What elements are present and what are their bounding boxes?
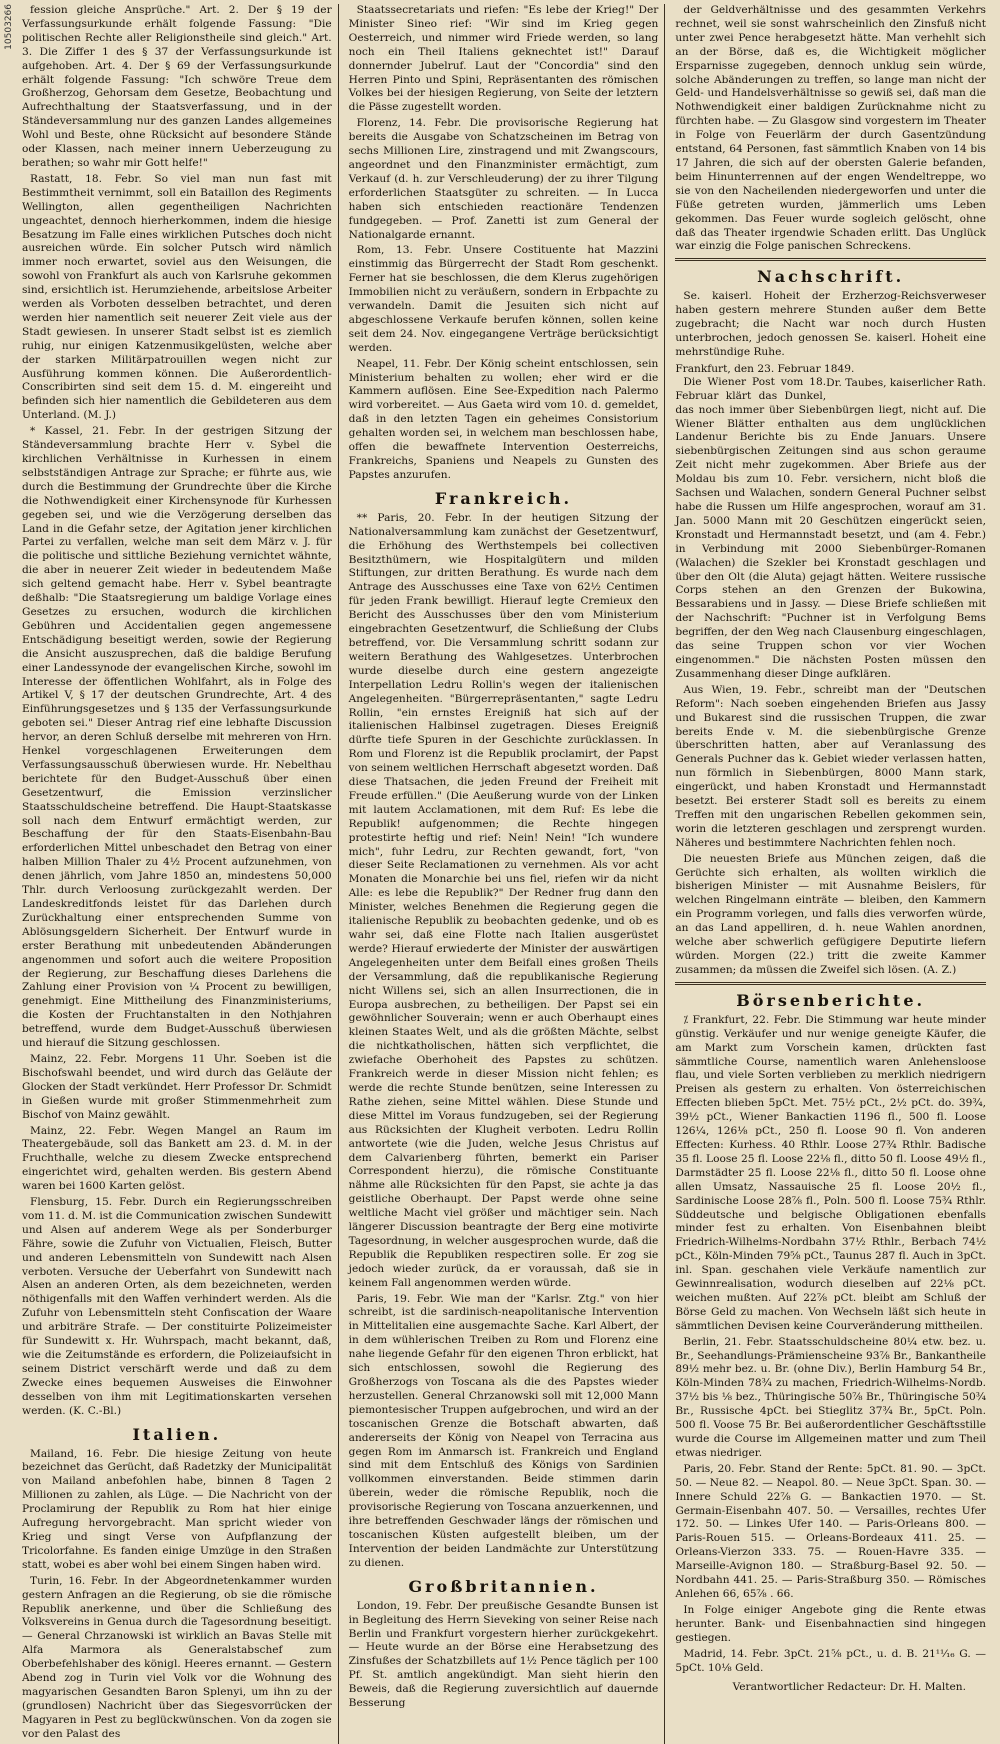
article-paragraph: Mailand, 16. Febr. Die hiesige Zeitung von heute bezeichnet das Gerücht, daß Radetzky der Municipalität von Mailand anbefohlen habe, binnen 8 Tagen 2 Millionen zu zahlen, als Lüge. — Die Nachricht von der Proclamirung der Republik zu Rom hat hier einige Aufregung hervorgebracht. Man spricht wieder von Krieg und singt Verse von Aufpflanzung der Tricolorfahne. Es fanden einige Umzüge in den Straßen statt, wobei es aber wohl bei einem Singen haben wird. (22, 1447, 332, 1571)
article-paragraph: ⁒ Frankfurt, 22. Febr. Die Stimmung war heute minder günstig. Verkäufer und nur wenige geneigte Käufer, die am Markt zum Vorschein kamen, drückten fast sämmtliche Course, namentlich waren Anlehensloose flau, und viele Sorten verblieben zu merklich niedrigern Preisen als gestern zu erhalten. Von österreichischen Effecten blieben 5pCt. Met. 75½ pCt., 2½ pCt. do. 39¾, 39½ pCt., Wiener Bankactien 1196 fl., 500 fl. Loose 126¼, 126⅛ pCt., 250 fl. Loose 90 fl. Von anderen Effecten: Kurhess. 40 Rthlr. Loose 27¾ Rthlr. Badische 35 fl. Loose 25 fl. Loose 22⅛ fl., ditto 50 fl. Loose 49½ fl., Darmstädter 25 fl. Loose 22⅛ fl., ditto 50 fl. Loose ohne allen Umsatz, Nassauische 25 fl. Loose 20½ fl., Sardinische Loose 28⅞ fl., Poln. 500 fl. Loose 75¾ Rthlr. Süddeutsche und belgische Obligationen ebenfalls minder fest zu erhalten. Von Eisenbahnen bleibt Friedrich-Wilhelms-Nordbahn 37½ Rthlr., Berbach 74½ pCt., Köln-Minden 79⅝ pCt., Taunus 287 fl. Auch in 3pCt. inl. Span. geschahen viele Verkäufe namentlich zur Gewinnrealisation, wodurch dieselben auf 22⅛ pCt. weichen mußten. Auf 22⅞ pCt. bleibt am Schluß der Börse Geld zu machen. Von Wechseln läßt sich heute in sämmtlichen Devisen keine Courveränderung mittheilen. (675, 1013, 986, 1332)
dateline-place-date: Frankfurt, den 23. Februar 1849. (675, 362, 855, 375)
dateline-signature: Dr. Taubes, kaiserlicher Rath. (826, 376, 986, 389)
article-paragraph: der Geldverhältnisse und des gesammten Verkehrs rechnet, weil sie sonst wahrscheinlich den Zinsfuß nicht unter zwei Pence herabgesetzt hätte. Man verhehlt sich an der Börse, daß es, die Wichtigkeit möglicher Ersparnisse zugegeben, dennoch unklug sein würde, solche Abänderungen zu treffen, so lange man nicht der Geld- und Handelsverhältnisse so gewiß sei, daß man die Nothwendigkeit einer baldigen Zurücknahme nicht zu fürchten habe. — Zu Glasgow sind vorgestern im Theater in Folge von Feuerlärm der durch Gasentzündung entstand, 64 Personen, fast sämmtlich Knaben von 14 bis 17 Jahren, die sich auf der obersten Galerie befanden, beim Hinunterrennen auf der engen Wendeltreppe, wo sie von den Nacheilenden niedergeworfen und unter die Füße getreten wurden, jämmerlich ums Leben gekommen. Das Feuer wurde sogleich gelöscht, ohne daß das Theater irgendwie Schaden erlitt. Das Unglück war einzig die Folge panischen Schreckens. (675, 4, 986, 253)
article-paragraph: Die neuesten Briefe aus München zeigen, daß die Gerüchte sich erhalten, als wollten wirklich die bisherigen Minister — mit Ausnahme Beislers, für welchen Ringelmann einträte — bleiben, den Kammern ein Programm vorlegen, und falls dies verworfen würde, an das Land appelliren, d. h. neue Wahlen anordnen, welche aber schwerlich gefügigere Deputirte liefern würden. Morgen (22.) tritt die zweite Kammer zusammen; da müssen die Zweifel sich lösen. (A. Z.) (675, 852, 986, 976)
article-paragraph: Paris, 20. Febr. Stand der Rente: 5pCt. 81. 90. — 3pCt. 50. — Neue 82. — Neapol. 80. — Neue 3pCt. Span. 30. — Innere Schuld 22⅞ G. — Bankactien 1970. — St. Germain-Eisenbahn 407. 50. — Versailles, rechtes Ufer 172. 50. — Linkes Ufer 140. — Paris-Orleans 800. — Paris-Rouen 515. — Orleans-Bordeaux 411. 25. — Orleans-Vierzon 333. 75. — Rouen-Havre 335. — Marseille-Avignon 180. — Straßburg-Basel 92. 50. — Nordbahn 441. 25. — Paris-Straßburg 350. — Römisches Anlehen 66, 65⅞ . 66. (675, 1462, 986, 1600)
article-paragraph: Se. kaiserl. Hoheit der Erzherzog-Reichsverweser haben gestern mehrere Stunden außer dem Bette zugebracht; die Nacht war noch durch Husten unterbrochen, jedoch genossen Se. kaiserl. Hoheit eine mehrstündige Ruhe. (675, 290, 986, 358)
article-paragraph: Paris, 19. Febr. Wie man der "Karlsr. Ztg." von hier schreibt, ist die sardinisch-neapolitanische Intervention in Mittelitalien eine ausgemachte Sache. Karl Albert, der in dem wühlerischen Treiben zu Rom und Florenz eine nahe liegende Gefahr für den eigenen Thron erblickt, hat sich entschlossen, sowohl die Regierung des Großherzogs von Toscana als die des Papstes wieder herzustellen. General Chrzanowski soll mit 12,000 Mann piemontesischer Truppen aufgebrochen, und wird an der toscanischen Grenze die Botschaft abwarten, daß andererseits der König von Neapel von Terracina aus gegen Rom im Anmarsch ist. Frankreich und England sind mit dem Entschluß des Königs von Sardinien vollkommen einverstanden. Beide stimmen darin überein, weder die römische Republik, noch die provisorische Regierung von Toscana anzuerkennen, und ihre betreffenden Geschwader längs der römischen und toscanischen Küsten aufgestellt bleiben, um der Intervention der beiden Landmächte zur Unterstützung zu dienen. (348, 1292, 659, 1569)
section-divider (675, 982, 986, 985)
column-middle (349, 4, 666, 1744)
article-paragraph: London, 19. Febr. Der preußische Gesandte Bunsen ist in Begleitung des Herrn Sieveking von seiner Reise nach Berlin und Frankfurt vorgestern hierher zurückgekehrt. — Heute wurde an der Börse eine Herabsetzung des Zinsfußes der Schatzbillets auf 1½ Pence täglich per 100 Pf. St. amtlich angekündigt. Man sieht hierin den Beweis, daß die Regierung zuversichtlich auf dauernde Besserung (348, 1599, 659, 1710)
column-left (22, 4, 339, 1744)
dateline (675, 362, 986, 389)
page-archive-id: 10503266 (4, 4, 14, 50)
article-paragraph: Madrid, 14. Febr. 3pCt. 21⅝ pCt., u. d. B. 21¹¹⁄₁₆ G. — 5pCt. 10⅛ Geld. (675, 1647, 986, 1674)
article-paragraph: Flensburg, 15. Febr. Durch ein Regierungsschreiben vom 11. d. M. ist die Communication zwischen Sundewitt und Alsen auf anderem Wege als per Sonderburger Fähre, sowie die Zufuhr von Victualien, Fleisch, Butter und anderen Lebensmitteln von Sundewitt nach Alsen verboten. Versuche der Ueberfahrt von Sundewitt nach Alsen an anderen Orten, als dem bezeichneten, werden nöthigenfalls mit den Waffen verhindert werden. Als die Zufuhr von Lebensmitteln steht Confiscation der Waare und arbiträre Strafe. — Der constituirte Polizeimeister für Sundewitt x. Hr. Wuhrspach, macht bekannt, daß, wie die Zeitumstände es erfordern, die Polizeiaufsicht in seinem District verschärft werde und daß zu dem Zwecke eines bequemen Ausweises die Einwohner desselben von ihm mit Legitimationskarten versehen werden. (K. C.-Bl.) (22, 1196, 332, 1417)
section-heading: Börsenberichte. (736, 990, 926, 1010)
article-paragraph: Die Wiener Post vom 18. Februar klärt das Dunkel, das noch immer über Siebenbürgen liegt, nicht auf. Die Wiener Blätter enthalten aus dem unglücklichen Landenur Berichte bis zu Ende Januars. Unsere siebenbürgischen Zeitungen sind aus schon geraume Zeit nicht mehr zugekommen. Aber Briefe aus der Moldau bis zum 10. Febr. versichern, nicht bloß die Sachsen und Walachen, sondern General Puchner selbst habe die Russen um Hilfe angesprochen, worauf am 31. Jan. 5000 Mann mit 20 Geschützen eingerückt seien, Kronstadt und Hermannstadt besetzt, und (am 4. Febr.) in Verbindung mit 2000 Siebenbürger-Romanen (Walachen) die Szekler bei Kronstadt geschlagen und über den Olt (die Aluta) gejagt hätten. Weitere russische Corps stehen an den Grenzen der Bukowina, Bessarabiens und in Jassy. — Diese Briefe schließen mit der Nachschrift: "Puchner ist in Verfolgung Bems begriffen, der den Weg nach Clausenburg eingeschlagen, das seine Truppen schon vor vier Wochen eingenommen." Die nächsten Posten müssen den Zusammenhang dieser Dinge aufklären. (675, 375, 986, 680)
section-divider (675, 258, 986, 261)
newspaper-columns (22, 4, 992, 1740)
article-paragraph: Rom, 13. Febr. Unsere Costituente hat Mazzini einstimmig das Bürgerrecht der Stadt Rom geschenkt. Ferner hat sie beschlossen, die dem Klerus zugehörigen Immobilien nicht zu veräußern, sondern in Erbpachte zu verwandeln. Damit die Jesuiten sich nicht auf abgeschlossene Verkaufe berufen können, sollen keine seit dem 24. Nov. eingegangene Verträge berücksichtigt werden. (348, 244, 659, 354)
article-paragraph: Neapel, 11. Febr. Der König scheint entschlossen, sein Ministerium behalten zu wollen; eher wird er die Kammern auflösen. Eine See-Expedition nach Palermo wird vorbereitet. — Aus Gaeta wird vom 10. d. gemeldet, daß in den letzten Tagen ein geheimes Consistorium gehalten worden sei, in welchem man beschlossen habe, offen die bewaffnete Intervention Oesterreichs, Frankreichs, Spaniens und Neapels zu Gunsten des Papstes anzurufen. (348, 357, 659, 481)
section-heading: Großbritannien. (408, 1576, 599, 1596)
article-paragraph: Aus Wien, 19. Febr., schreibt man der "Deutschen Reform": Nach soeben eingehenden Briefen aus Jassy und Bukarest sind die russischen Truppen, die zwar bereits Ende v. M. die siebenbürgische Grenze überschritten hatten, aber auf Veranlassung des Generals Puchner das k. Gebiet wieder verlassen hatten, nun förmlich in Siebenbürgen, 8000 Mann stark, eingerückt, und haben Kronstadt und Hermannstadt besetzt. Bei ersterer Stadt soll es bereits zu einem Treffen mit den ungarischen Rebellen gekommen sein, worin die letzteren geschlagen und zersprengt wurden. Näheres und bestimmtere Nachrichten fehlen noch. (675, 683, 986, 849)
article-paragraph: Berlin, 21. Febr. Staatsschuldscheine 80¼ etw. bez. u. Br., Seehandlungs-Prämienscheine 93⅞ Br., Bankantheile 89½ mehr bez. u. Br. (ohne Div.), Berlin Hamburg 54 Br., Köln-Minden 78¾ zu machen, Friedrich-Wilhelms-Nordb. 37½ bis ⅛ bez., Thüringische 50⅞ Br., Thüringische 50¾ Br., Russische 4pCt. bei Stieglitz 37¾ Br., 5pCt. Poln. 500 fl. Voose 75 Br. Bei außerordentlicher Geschäftsstille wurde die Course im Allgemeinen matter und zum Theil etwas niedriger. (675, 1335, 986, 1459)
article-paragraph: Turin, 16. Febr. In der Abgeordnetenkammer wurden gestern Anfragen an die Regierung, ob sie die römische Republik anerkenne, und über die Schließung des Volksvereins in Genua durch die Tagesordnung beseitigt. — General Chrzanowski ist wirklich an Bavas Stelle mit Alfa Marmora als Generalstabschef zum Oberbefehlshaber des königl. Heeres ernannt. — Gestern Abend zog in Turin viel Volk vor die Wohnung des magyarischen Gesandten Baron Splenyi, um ihn zu der (grundlosen) Nachricht über das Siegesvorrücken der Magyaren in Pest zu beglückwünschen. Von da zogen sie vor den Palast des (22, 1574, 332, 1740)
section-heading: Nachschrift. (757, 267, 905, 287)
article-paragraph: Staatssecretariats und riefen: "Es lebe der Krieg!" Der Minister Sineo rief: "Wir sind im Krieg gegen Oesterreich, und nimmer wird Friede werden, so lang noch ein Theil Italiens geknechtet ist!" Darauf donnernder Jubelruf. Laut der "Concordia" sind den Herren Pinto und Spini, Repräsentanten des römischen Volkes bei der hiesigen Regierung, von Seite der letztern die Pässe zugestellt worden. (348, 4, 659, 114)
article-paragraph: ** Paris, 20. Febr. In der heutigen Sitzung der Nationalversammlung kam zunächst der Gesetzentwurf, die Erhöhung des Werthstempels bei collectiven Besitzthümern, wie Hospitalgütern und milden Stiftungen, zur dritten Berathung. Es wurde nach dem Antrage des Ausschusses eine Taxe von 62½ Centimen für jeden Frank bewilligt. Hierauf legte Cremieux den Bericht des Ausschusses über den vom Ministerium eingebrachten Gesetzentwurf, die Schließung der Clubs betreffend, vor. Die Versammlung schritt sodann zur weitern Berathung des Wahlgesetzes. Unterbrochen wurde dieselbe durch eine gestern angezeigte Interpellation Ledru Rollin's wegen der italienischen Angelegenheiten. "Bürgerrepräsentanten," sagte Ledru Rollin, "ein ernstes Ereigniß hat sich auf der italienischen Halbinsel zugetragen. Dieses Ereigniß dürfte tiefe Spuren in der Geschichte zurücklassen. In Rom und Florenz ist die Republik proclamirt, der Papst von seinem weltlichen Herrschaft abgesetzt worden. Daß diese Thatsachen, die jeden Freund der Freiheit mit Freude erfüllen." (Die Aeußerung wurde von der Linken mit lautem Acclamationen, mit dem Ruf: Es lebe die Republik! aufgenommen; die Rechte hingegen protestirte heftig und rief: Nein! Nein! "Ich wundere mich", fuhr Ledru, zur Rechten gewandt, fort, "von dieser Seite Reclamationen zu vernehmen. Als vor acht Monaten die Monarchie bei uns fiel, riefen wir da nicht Alle: es lebe die Republik?" Der Redner frug dann den Minister, welches Benehmen die Regierung gegen die italienische Republik zu beobachten gedenke, und ob es wahr sei, daß eine Flotte nach Italien ausgerüstet werde? Hierauf erwiederte der Minister der auswärtigen Angelegenheiten unter dem Beifall eines großen Theils der Versammlung, daß die republikanische Regierung nicht Willens sei, sich an allen Insurrectionen, die in Europa ausbrechen, zu betheiligen. Der Papst sei ein gewöhnlicher Souverain; wenn er auch Oberhaupt eines kleinen Staates Welt, und als die größten Mächte, selbst die nichtkatholischen, hätten sich verpflichtet, die zwiefache Oberhoheit des Papstes zu schützen. Frankreich werde in dieser Mission nicht fehlen; es werde die rechte Stunde benützen, seine Interessen zu Rathe ziehen, seine Mittel wählen. Diese Stunde und diese Mittel im Voraus fundzugeben, sei der Regierung aus Rücksichten der Klugheit verboten. Ledru Rollin antwortete (wie die Juden, welche Jesus Christus auf dem Calvarienberg führten, bemerkt ein Pariser Correspondent hierzu), die römische Constituante nähme alle Rücksichten für den Papst, sie achte ja das geistliche Oberhaupt. Der Papst werde ohne seine weltliche Macht viel größer und mächtiger sein. Nach längerer Discussion beantragte der Berg eine motivirte Tagesordnung, in welcher ausgesprochen wurde, daß die Republik die Republiken respectiren solle. Er zog sie jedoch wieder zurück, da er voraussah, daß sie in keinem Fall angenommen werden würde. (348, 511, 659, 1289)
article-paragraph: In Folge einiger Angebote ging die Rente etwas herunter. Bank- und Eisenbahnactien sind hingegen gestiegen. (675, 1603, 986, 1644)
section-heading: Frankreich. (434, 488, 573, 508)
responsible-editor: Verantwortlicher Redacteur: Dr. H. Malten. (732, 1681, 966, 1694)
article-paragraph: Mainz, 22. Febr. Wegen Mangel an Raum im Theatergebäude, soll das Bankett am 23. d. M. in der Fruchthalle, welche zu diesem Zwecke entsprechend eingerichtet wird, gehalten werden. Bis gestern Abend waren bei 1600 Karten gelöst. (22, 1124, 332, 1193)
article-paragraph: fession gleiche Ansprüche." Art. 2. Der § 19 der Verfassungsurkunde erhält folgende Fassung: "Die politischen Rechte aller Religionstheile sind gleich." Art. 3. Die Ziffer 1 des § 37 der Verfassungsurkunde ist aufgehoben. Art. 4. Der § 69 der Verfassungsurkunde erhält folgende Fassung: "Ich schwöre Treue dem Großherzog, Gehorsam dem Gesetze, Beobachtung und Aufrechthaltung der Staatsverfassung, und in der Ständeversammlung nur des ganzen Landes allgemeines Wohl und Beste, ohne Rücksicht auf besondere Stände oder Klassen, nach meiner innern Ueberzeugung zu berathen; so wahr mir Gott helfe!" (22, 4, 332, 169)
article-paragraph: * Kassel, 21. Febr. In der gestrigen Sitzung der Ständeversammlung brachte Herr v. Sybel die kirchlichen Verhältnisse in Kurhessen in einem selbstständigen Antrage zur Sprache; er führte aus, wie durch die Bestimmung der Grundrechte über die Kirche die Nothwendigkeit einer Kirchensynode für Kurhessen gegeben sei, und wie die Verzögerung derselben das Land in die Gefahr setze, der Agitation jener kirchlichen Partei zu verfallen, welche man seit dem März v. J. für die politische und sittliche Beziehung vernichtet wähnte, die aber in neuerer Zeit wieder in bedeutendem Maße sich geltend gemacht habe. Herr v. Sybel beantragte deßhalb: "Die Staatsregierung um baldige Vorlage eines Gesetzes zu ersuchen, wodurch die kirchlichen Gebühren und Accidentalien gegen angemessene Entschädigung beseitigt werden, sowie der Regierung die Ansicht auszusprechen, daß die baldige Berufung einer Landessynode der evangelischen Kirche, sowohl im Interesse der öffentlichen Wohlfahrt, als in Folge des Artikel V, § 17 der deutschen Grundrechte, Art. 4 des Einführungsgesetzes und § 135 der Verfassungsurkunde geboten sei." Dieser Antrag rief eine lebhafte Discussion hervor, an deren Schluß derselbe mit mehreren von Hrn. Henkel vorgeschlagenen Erweiterungen dem Verfassungsausschuß überwiesen wurde. Hr. Nebelthau berichtete für den Budget-Ausschuß über einen Gesetzentwurf, die Emission verzinslicher Staatsschuldscheine betreffend. Die Haupt-Staatskasse soll nach dem Entwurf ermächtigt werden, zur Beschaffung der für den Staats-Eisenbahn-Bau erforderlichen Mittel unbeschadet den Betrag von einer halben Million Thaler zu 4½ Procent aufzunehmen, von denen jährlich, vom Jahre 1850 an, mindestens 50,000 Thlr. durch Verloosung zurückgezahlt werden. Der Landeskreditfonds leistet für das Darlehen durch Zurückhaltung einer entsprechenden Summe von Ablösungsgeldern Sicherheit. Der Entwurf wurde in erster Berathung mit unbedeutenden Abänderungen angenommen und sofort auch die weitere Proposition der Regierung, zur Beschaffung dieses Darlehens die Zahlung einer Provision von ¼ Procent zu bewilligen, genehmigt. Eine Mittheilung des Finanzministeriums, die Kosten der Fruchtanstalten in den Nothjahren betreffend, wurde dem Budget-Ausschuß überwiesen und hierauf die Sitzung geschlossen. (22, 425, 332, 1050)
article-paragraph: Florenz, 14. Febr. Die provisorische Regierung hat bereits die Ausgabe von Schatzscheinen im Betrag von sechs Millionen Lire, zinstragend und mit Zwangscours, angeordnet und den Finanzminister ermächtigt, zum Verkauf (d. h. zur Verschleuderung) der zu ihrer Tilgung erforderlichen Staatsgüter zu schreiten. — In Lucca haben sich entschieden reactionäre Tendenzen fundgegeben. — Prof. Zanetti ist zum General der Nationalgarde ernannt. (348, 117, 659, 241)
article-paragraph: Mainz, 22. Febr. Morgens 11 Uhr. Soeben ist die Bischofswahl beendet, und wird durch das Geläute der Glocken der Stadt verkündet. Herr Professor Dr. Schmidt in Gießen wurde mit großer Stimmenmehrheit zum Bischof von Mainz gewählt. (22, 1052, 332, 1121)
article-paragraph: Rastatt, 18. Febr. So viel man nun fast mit Bestimmtheit vernimmt, soll ein Bataillon des Regiments Wellington, allen gegentheiligen Nachrichten ungeachtet, dennoch hierherkommen, indem die hiesige Besatzung im Falle eines wirklichen Putsches doch nicht ausreichen würde. Ein solcher Putsch wird nämlich immer noch erwartet, soviel aus den Weisungen, die sowohl von Frankfurt als auch von Karlsruhe gekommen sind, ersichtlich ist. Herumziehende, arbeitslose Arbeiter werden als Vorboten desselben betrachtet, und deren werden hier namentlich seit neuerer Zeit viele aus der Stadt gewiesen. In unserer Stadt selbst ist es ziemlich ruhig, nur einigen Katzenmusikgelüsten, welche aber der starken Militärpatrouillen wegen nicht zur Ausführung kommen können. Die Außerordentlich-Conscribirten sind seit dem 15. d. M. eingereiht und befinden sich hier namentlich die Gebildeteren aus dem Unterland. (M. J.) (22, 172, 332, 422)
section-heading: Italien. (132, 1424, 222, 1444)
column-right (675, 4, 992, 1744)
